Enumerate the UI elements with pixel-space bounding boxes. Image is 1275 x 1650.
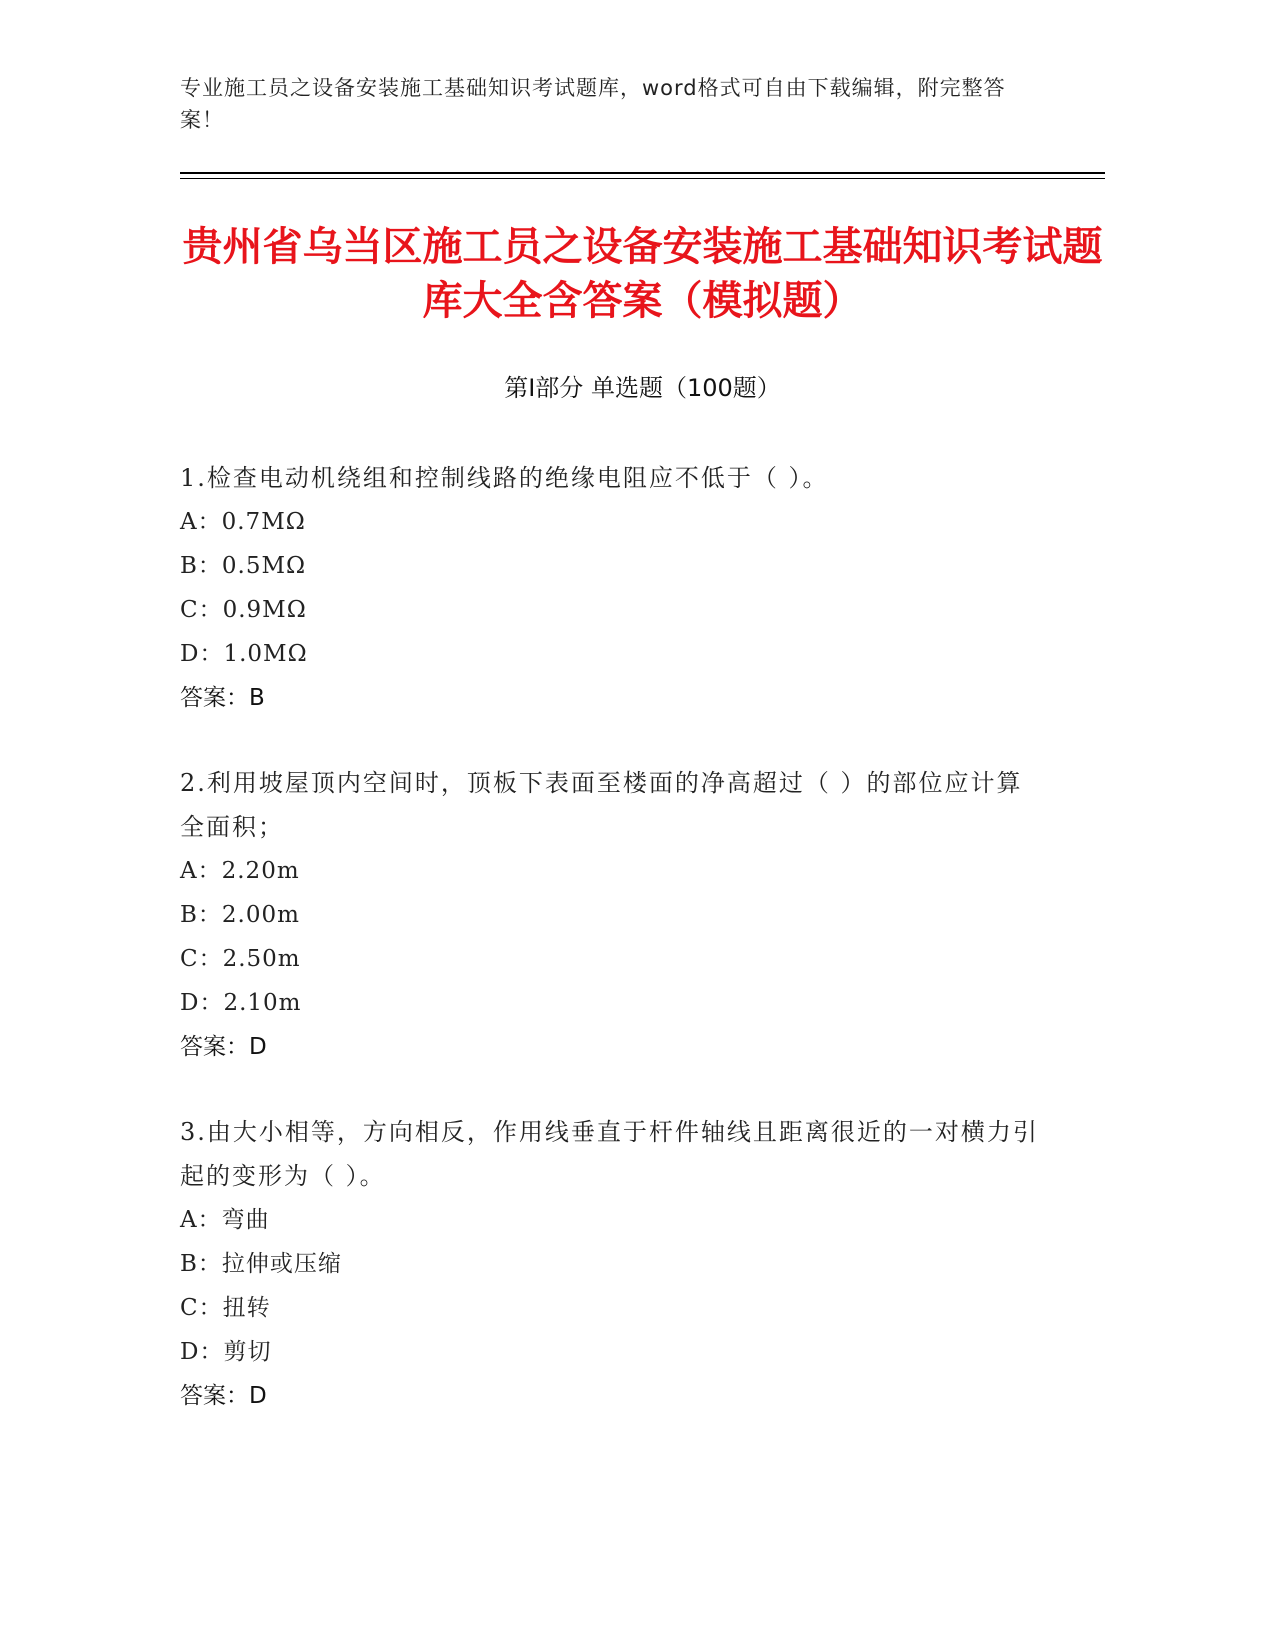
question-stem: 1.检查电动机绕组和控制线路的绝缘电阻应不低于（ ）。 xyxy=(180,464,829,492)
question-3 xyxy=(180,1110,1040,1418)
header-note: 专业施工员之设备安装施工基础知识考试题库，word格式可自由下载编辑，附完整答案！ xyxy=(180,76,1006,132)
option-b: B：拉伸或压缩 xyxy=(180,1251,342,1277)
document-title: 贵州省乌当区施工员之设备安装施工基础知识考试题库大全含答案（模拟题） xyxy=(182,224,1103,324)
question-list xyxy=(180,456,1040,1459)
question-stem: 2.利用坡屋顶内空间时，顶板下表面至楼面的净高超过（ ）的部位应计算全面积； xyxy=(180,769,1023,841)
option-d: D：2.10m xyxy=(180,990,302,1016)
question-stem: 3.由大小相等，方向相反，作用线垂直于杆件轴线且距离很近的一对横力引起的变形为（ ）。 xyxy=(180,1118,1039,1190)
option-a: A：弯曲 xyxy=(180,1207,270,1233)
answer: 答案：D xyxy=(180,1383,267,1409)
option-d: D：剪切 xyxy=(180,1339,272,1365)
option-b: B：2.00m xyxy=(180,902,300,928)
header-rule-thin xyxy=(180,178,1105,179)
header-rule-thick xyxy=(180,172,1105,174)
question-1 xyxy=(180,456,1040,720)
option-a: A：0.7MΩ xyxy=(180,509,306,535)
option-a: A：2.20m xyxy=(180,858,300,884)
option-c: C：扭转 xyxy=(180,1295,271,1321)
question-2 xyxy=(180,761,1040,1069)
answer: 答案：B xyxy=(180,685,265,711)
section-title: 第Ⅰ部分 单选题（100题） xyxy=(504,374,781,402)
answer: 答案：D xyxy=(180,1034,267,1060)
option-b: B：0.5MΩ xyxy=(180,553,307,579)
option-c: C：0.9MΩ xyxy=(180,597,307,623)
option-d: D：1.0MΩ xyxy=(180,641,308,667)
option-c: C：2.50m xyxy=(180,946,301,972)
